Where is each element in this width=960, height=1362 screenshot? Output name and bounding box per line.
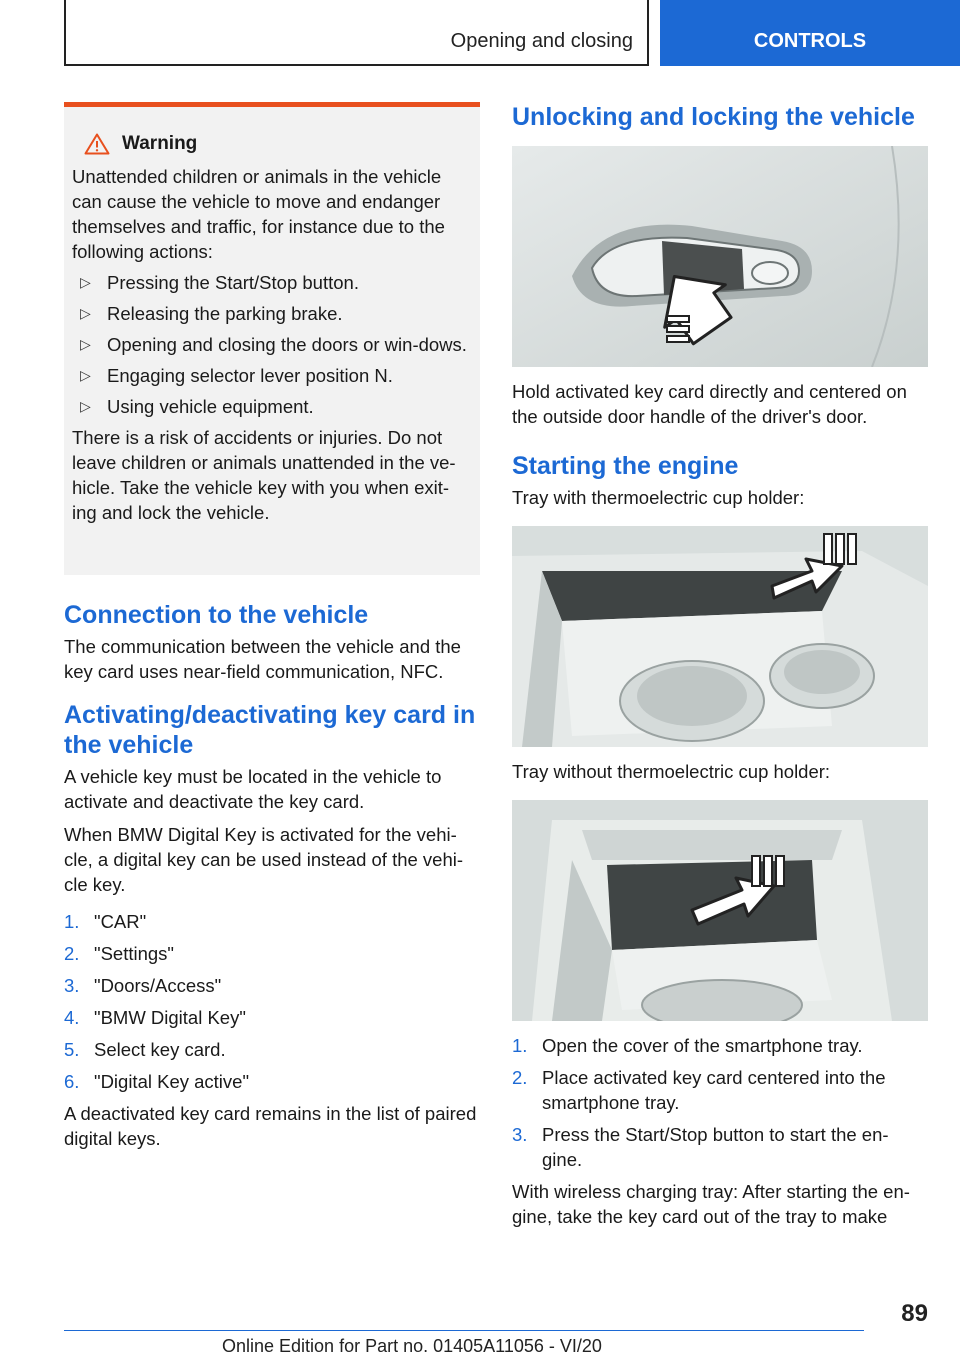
step-text: "Doors/Access"	[94, 975, 222, 996]
door-handle-image	[512, 146, 928, 367]
connection-text: The communication between the vehicle and the key card uses near-field communication, NFC.	[64, 636, 461, 682]
heading-unlocking: Unlocking and locking the vehicle	[512, 103, 915, 131]
unlocking-text: Hold activated key card directly and centered on the outside door handle of the driver's door.	[512, 381, 907, 427]
list-item-text: Using vehicle equipment.	[107, 396, 314, 417]
step-number: 1.	[64, 911, 80, 932]
tray-with-cupholder-image	[512, 526, 928, 747]
list-item-text: Opening and closing the doors or win-dows.	[107, 334, 467, 355]
tray-with-cupholder-illustration	[512, 526, 928, 747]
step-number: 2.	[512, 1067, 528, 1088]
step-text: "CAR"	[94, 911, 147, 932]
list-item	[72, 301, 472, 326]
door-handle-illustration	[512, 146, 928, 367]
warning-list	[72, 270, 472, 419]
chapter-tab-label: CONTROLS	[753, 29, 867, 52]
left-column	[64, 600, 480, 1151]
heading-activating: Activating/deactivating key card in the vehicle	[64, 701, 476, 759]
caption-tray-with: Tray with thermoelectric cup holder:	[512, 487, 805, 508]
step-text: Select key card.	[94, 1039, 226, 1060]
caption-tray-without: Tray without thermoelectric cup holder:	[512, 761, 831, 782]
list-item	[64, 909, 480, 934]
footer-divider	[64, 1330, 864, 1331]
section-title: Opening and closing	[450, 30, 633, 52]
activating-p2: When BMW Digital Key is activated for the vehi-cle, a digital key can be used instead of the vehi-cle key.	[64, 824, 464, 895]
chapter-tab[interactable]	[660, 0, 960, 66]
list-item	[72, 270, 472, 295]
list-item	[64, 1069, 480, 1094]
triangle-bullet-icon: ▷	[80, 336, 91, 352]
step-text: Press the Start/Stop button to start the en-gine.	[542, 1124, 889, 1170]
step-number: 2.	[64, 943, 80, 964]
list-item-text: Engaging selector lever position N.	[107, 365, 393, 386]
list-item	[512, 1122, 928, 1172]
step-number: 1.	[512, 1035, 528, 1056]
page-number: 89	[901, 1300, 928, 1327]
list-item	[72, 363, 472, 388]
step-text: "Digital Key active"	[94, 1071, 250, 1092]
list-item	[72, 394, 472, 419]
triangle-bullet-icon: ▷	[80, 367, 91, 383]
tray-without-cupholder-image	[512, 800, 928, 1021]
tray-without-cupholder-illustration	[512, 800, 928, 1021]
step-number: 3.	[512, 1124, 528, 1145]
footer-edition: Online Edition for Part no. 01405A11056 - VI/20	[222, 1336, 602, 1356]
triangle-bullet-icon: ▷	[80, 398, 91, 414]
warning-outro: There is a risk of accidents or injuries. Do not leave children or animals unattended in the ve-hicle. Take the vehicle key with you when exit-ing and lock the vehicle.	[72, 427, 456, 523]
step-text: "Settings"	[94, 943, 174, 964]
heading-connection: Connection to the vehicle	[64, 601, 369, 629]
warning-icon	[84, 133, 110, 155]
warning-title-text: Warning	[122, 133, 198, 154]
warning-title	[72, 133, 472, 155]
list-item	[72, 332, 472, 357]
heading-starting: Starting the engine	[512, 452, 739, 480]
list-item	[64, 941, 480, 966]
step-number: 6.	[64, 1071, 80, 1092]
list-item	[512, 1033, 928, 1058]
triangle-bullet-icon: ▷	[80, 305, 91, 321]
activating-p3: A deactivated key card remains in the list of paired digital keys.	[64, 1103, 477, 1149]
step-number: 4.	[64, 1007, 80, 1028]
list-item-text: Releasing the parking brake.	[107, 303, 343, 324]
starting-text: With wireless charging tray: After starting the en-gine, take the key card out of the tray to make	[512, 1181, 910, 1227]
triangle-bullet-icon: ▷	[80, 274, 91, 290]
activating-p1: A vehicle key must be located in the vehicle to activate and deactivate the key card.	[64, 766, 442, 812]
starting-steps	[512, 1033, 928, 1172]
step-text: Open the cover of the smartphone tray.	[542, 1035, 863, 1056]
right-column	[512, 102, 928, 1229]
step-text: "BMW Digital Key"	[94, 1007, 246, 1028]
list-item	[64, 1005, 480, 1030]
list-item	[512, 1065, 928, 1115]
header-box	[64, 0, 649, 66]
activating-steps	[64, 909, 480, 1094]
step-text: Place activated key card centered into the smartphone tray.	[542, 1067, 886, 1113]
step-number: 3.	[64, 975, 80, 996]
warning-intro: Unattended children or animals in the vehicle can cause the vehicle to move and endanger themselves and traffic, for instance due to the following actions:	[72, 166, 445, 262]
list-item-text: Pressing the Start/Stop button.	[107, 272, 359, 293]
list-item	[64, 1037, 480, 1062]
step-number: 5.	[64, 1039, 80, 1060]
list-item	[64, 973, 480, 998]
warning-box	[64, 102, 480, 575]
